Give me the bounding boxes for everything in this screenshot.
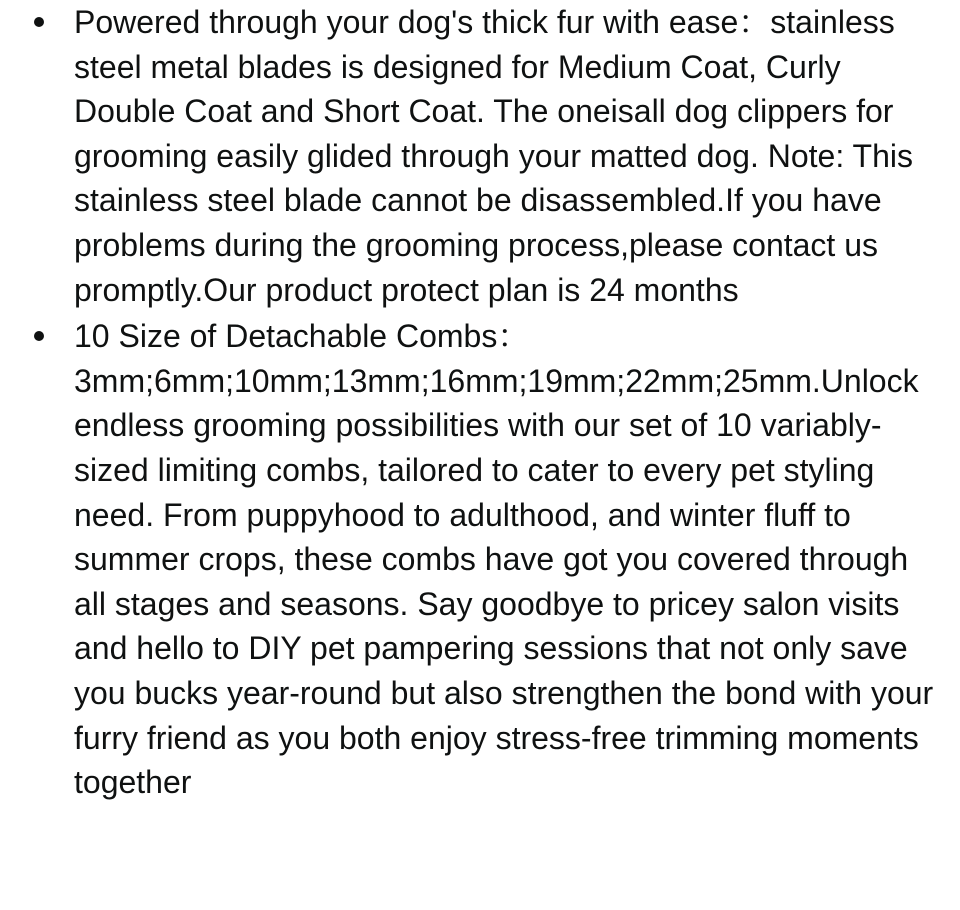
feature-text-combs: 10 Size of Detachable Combs：3mm;6mm;10mm;13mm;16mm;19mm;22mm;25mm.Unlock endless grooming possibilities with our set of 10 variably-sized limiting combs, tailored to cater to every pet styling need. From puppyhood to adulthood, and winter fluff to summer crops, these combs have got you covered through all stages and seasons. Say goodbye to pricey salon visits and hello to DIY pet pampering sessions that not only save you bucks year-round but also strengthen the bond with your furry friend as you both enjoy stress-free trimming moments together — [74, 318, 934, 801]
bullet-icon — [34, 331, 44, 341]
feature-text-blades: Powered through your dog's thick fur with ease：stainless steel metal blades is designed for Medium Coat, Curly Double Coat and Short Coat. The oneisall dog clippers for grooming easily glided through your matted dog. Note: This stainless steel blade cannot be disassembled.If you have problems during the grooming process,please contact us promptly.Our product protect plan is 24 months — [74, 4, 913, 308]
feature-bullet-list — [28, 0, 948, 805]
bullet-icon — [34, 17, 44, 27]
feature-item-combs — [28, 314, 948, 805]
feature-item-blades — [28, 0, 948, 312]
